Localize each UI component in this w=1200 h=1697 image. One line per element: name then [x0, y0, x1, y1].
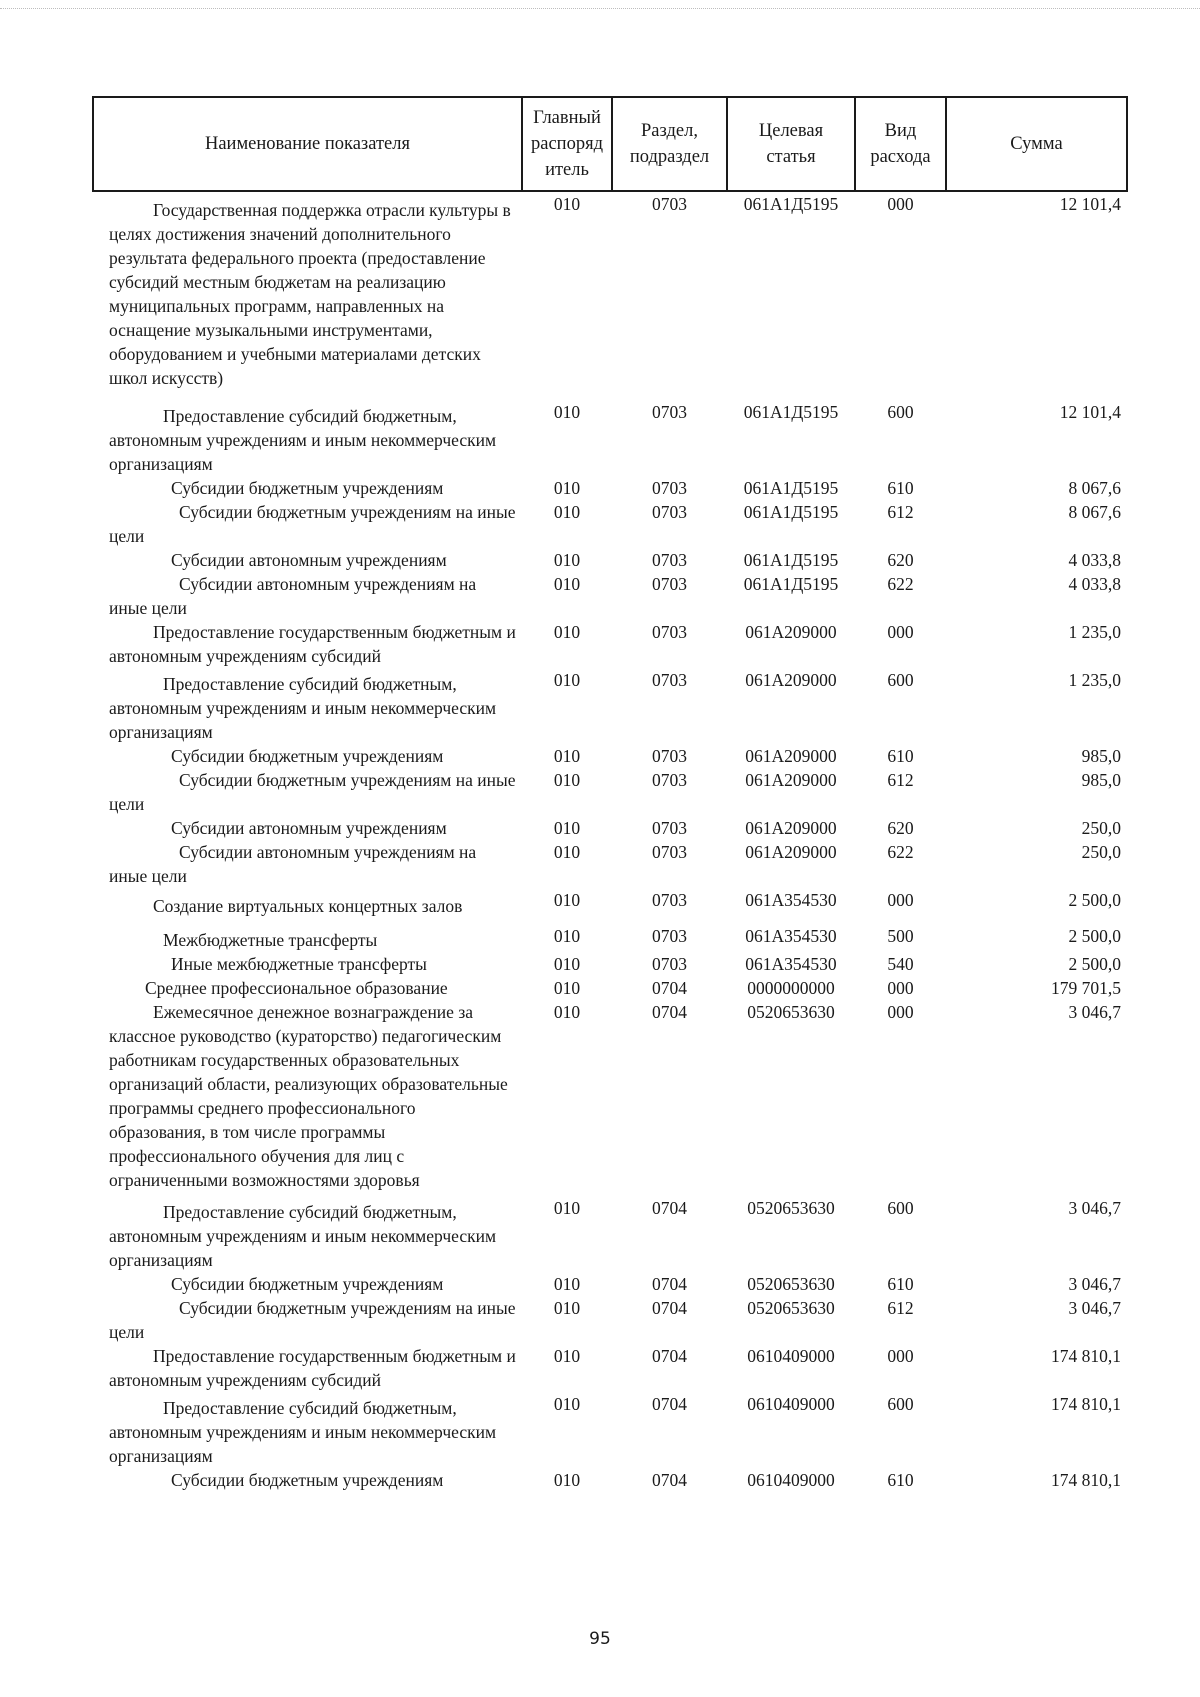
- row-glavny: 010: [553, 478, 581, 498]
- row-vid: 612: [887, 1298, 914, 1318]
- row-vid: 622: [887, 574, 914, 594]
- table-row: [93, 1468, 1127, 1492]
- row-summa: 1 235,0: [1068, 670, 1121, 690]
- row-razdel: 0703: [652, 550, 687, 570]
- row-name: Субсидии бюджетным учреждениям на иные цели: [109, 502, 516, 546]
- row-name: Среднее профессиональное образование: [145, 978, 448, 998]
- table-row: [93, 1272, 1127, 1296]
- row-summa: 3 046,7: [1068, 1002, 1121, 1022]
- row-summa: 2 500,0: [1068, 954, 1121, 974]
- row-summa: 174 810,1: [1051, 1346, 1121, 1366]
- row-tselevaya: 061А1Д5195: [743, 402, 839, 422]
- row-tselevaya: 0520653630: [747, 1198, 835, 1218]
- row-razdel: 0704: [652, 1346, 687, 1366]
- row-name: Предоставление государственным бюджетным и автономным учреждениям субсидий: [109, 1346, 516, 1390]
- row-glavny: 010: [553, 818, 581, 838]
- row-name: Субсидии бюджетным учреждениям: [171, 478, 444, 498]
- table-row: [93, 816, 1127, 840]
- row-glavny: 010: [553, 1002, 581, 1022]
- row-vid: 610: [887, 746, 914, 766]
- row-razdel: 0704: [652, 1198, 687, 1218]
- budget-table: [92, 96, 1128, 1492]
- row-name: Субсидии бюджетным учреждениям: [171, 746, 444, 766]
- row-glavny: 010: [553, 978, 581, 998]
- row-razdel: 0703: [652, 842, 687, 862]
- row-vid: 612: [887, 770, 914, 790]
- row-glavny: 010: [553, 670, 581, 690]
- row-name: Предоставление субсидий бюджетным, автономным учреждениям и иным некоммерческим организациям: [109, 406, 497, 474]
- table-row: [93, 768, 1127, 816]
- row-summa: 250,0: [1081, 818, 1121, 838]
- table-row: [93, 744, 1127, 768]
- table-row: [93, 390, 1127, 476]
- row-razdel: 0704: [652, 978, 687, 998]
- table-row: [93, 191, 1127, 390]
- table-row: [93, 1344, 1127, 1392]
- table-row: [93, 918, 1127, 952]
- row-tselevaya: 061А209000: [745, 770, 837, 790]
- row-razdel: 0704: [652, 1470, 687, 1490]
- row-vid: 000: [887, 1346, 914, 1366]
- row-razdel: 0703: [652, 502, 687, 522]
- row-tselevaya: 061А209000: [745, 622, 837, 642]
- row-summa: 8 067,6: [1068, 502, 1121, 522]
- row-summa: 250,0: [1081, 842, 1121, 862]
- row-razdel: 0703: [652, 954, 687, 974]
- row-summa: 1 235,0: [1068, 622, 1121, 642]
- row-razdel: 0703: [652, 770, 687, 790]
- table-row: [93, 668, 1127, 744]
- row-name: Предоставление субсидий бюджетным, автономным учреждениям и иным некоммерческим организациям: [109, 674, 497, 742]
- row-tselevaya: 061А354530: [745, 926, 837, 946]
- row-name: Субсидии бюджетным учреждениям: [171, 1470, 444, 1490]
- row-glavny: 010: [553, 1198, 581, 1218]
- row-name: Субсидии бюджетным учреждениям: [171, 1274, 444, 1294]
- table-row: [93, 1000, 1127, 1192]
- row-vid: 610: [887, 1470, 914, 1490]
- row-glavny: 010: [553, 954, 581, 974]
- row-vid: 600: [887, 670, 914, 690]
- row-summa: 3 046,7: [1068, 1298, 1121, 1318]
- row-glavny: 010: [553, 770, 581, 790]
- row-razdel: 0703: [652, 478, 687, 498]
- row-vid: 000: [887, 890, 914, 910]
- header-razdel: Раздел, подраздел: [612, 97, 727, 191]
- row-summa: 2 500,0: [1068, 890, 1121, 910]
- row-summa: 3 046,7: [1068, 1274, 1121, 1294]
- page-number: 95: [589, 1629, 611, 1649]
- row-tselevaya: 061А354530: [745, 954, 837, 974]
- table-row: [93, 1296, 1127, 1344]
- table-row: [93, 1192, 1127, 1272]
- row-name: Субсидии бюджетным учреждениям на иные цели: [109, 1298, 516, 1342]
- row-glavny: 010: [553, 574, 581, 594]
- table-row: [93, 840, 1127, 888]
- row-name: Межбюджетные трансферты: [163, 930, 378, 950]
- row-vid: 600: [887, 1198, 914, 1218]
- row-glavny: 010: [553, 622, 581, 642]
- row-name: Предоставление государственным бюджетным и автономным учреждениям субсидий: [109, 622, 516, 666]
- row-tselevaya: 061А209000: [745, 746, 837, 766]
- row-tselevaya: 061А354530: [745, 890, 837, 910]
- row-razdel: 0704: [652, 1274, 687, 1294]
- row-summa: 4 033,8: [1068, 550, 1121, 570]
- table-row: [93, 620, 1127, 668]
- row-razdel: 0703: [652, 574, 687, 594]
- row-vid: 622: [887, 842, 914, 862]
- row-glavny: 010: [553, 1470, 581, 1490]
- row-tselevaya: 061А209000: [745, 670, 837, 690]
- row-glavny: 010: [553, 890, 581, 910]
- row-summa: 985,0: [1081, 770, 1121, 790]
- row-vid: 600: [887, 402, 914, 422]
- row-razdel: 0704: [652, 1394, 687, 1414]
- row-name: Предоставление субсидий бюджетным, автономным учреждениям и иным некоммерческим организациям: [109, 1202, 497, 1270]
- row-vid: 000: [887, 978, 914, 998]
- row-razdel: 0703: [652, 622, 687, 642]
- row-tselevaya: 0610409000: [747, 1346, 835, 1366]
- row-summa: 3 046,7: [1068, 1198, 1121, 1218]
- row-razdel: 0703: [652, 194, 687, 214]
- header-tselevaya: Целевая статья: [727, 97, 855, 191]
- row-glavny: 010: [553, 502, 581, 522]
- row-tselevaya: 061А1Д5195: [743, 478, 839, 498]
- table-row: [93, 952, 1127, 976]
- row-tselevaya: 061А1Д5195: [743, 194, 839, 214]
- table-header: [93, 97, 1127, 191]
- row-name: Предоставление субсидий бюджетным, автономным учреждениям и иным некоммерческим организациям: [109, 1398, 497, 1466]
- row-summa: 8 067,6: [1068, 478, 1121, 498]
- row-summa: 2 500,0: [1068, 926, 1121, 946]
- header-vid: Вид расхода: [855, 97, 946, 191]
- row-name: Субсидии автономным учреждениям на иные цели: [109, 574, 477, 618]
- row-tselevaya: 061А1Д5195: [743, 574, 839, 594]
- row-summa: 4 033,8: [1068, 574, 1121, 594]
- row-glavny: 010: [553, 1346, 581, 1366]
- row-vid: 500: [887, 926, 914, 946]
- row-vid: 610: [887, 478, 914, 498]
- table-row: [93, 500, 1127, 548]
- row-tselevaya: 061А209000: [745, 818, 837, 838]
- header-glavny: Главный распоряд итель: [522, 97, 612, 191]
- scan-edge-line: [0, 8, 1200, 9]
- row-summa: 174 810,1: [1051, 1394, 1121, 1414]
- row-glavny: 010: [553, 550, 581, 570]
- row-glavny: 010: [553, 1298, 581, 1318]
- row-glavny: 010: [553, 746, 581, 766]
- row-vid: 000: [887, 194, 914, 214]
- table-row: [93, 888, 1127, 918]
- row-summa: 179 701,5: [1051, 978, 1121, 998]
- row-name: Субсидии автономным учреждениям: [171, 818, 447, 838]
- row-name: Создание виртуальных концертных залов: [153, 896, 463, 916]
- row-razdel: 0704: [652, 1298, 687, 1318]
- table-row: [93, 476, 1127, 500]
- table-row: [93, 548, 1127, 572]
- row-razdel: 0703: [652, 926, 687, 946]
- row-glavny: 010: [553, 842, 581, 862]
- row-vid: 620: [887, 818, 914, 838]
- row-vid: 612: [887, 502, 914, 522]
- row-name: Субсидии автономным учреждениям на иные цели: [109, 842, 477, 886]
- row-tselevaya: 061А1Д5195: [743, 502, 839, 522]
- row-summa: 12 101,4: [1059, 402, 1121, 422]
- table-row: [93, 976, 1127, 1000]
- row-name: Субсидии автономным учреждениям: [171, 550, 447, 570]
- header-name: Наименование показателя: [93, 97, 522, 191]
- row-razdel: 0703: [652, 670, 687, 690]
- table-row: [93, 572, 1127, 620]
- table-row: [93, 1392, 1127, 1468]
- row-glavny: 010: [553, 194, 581, 214]
- row-razdel: 0703: [652, 890, 687, 910]
- row-glavny: 010: [553, 926, 581, 946]
- row-tselevaya: 061А1Д5195: [743, 550, 839, 570]
- row-razdel: 0703: [652, 818, 687, 838]
- row-glavny: 010: [553, 1394, 581, 1414]
- row-vid: 600: [887, 1394, 914, 1414]
- row-name: Ежемесячное денежное вознаграждение за классное руководство (кураторство) педагогическим работникам государственных образовательных организаций области, реализующих образовательные программы среднего профессионального образования, в том числе программы профессионального обучения для лиц с ограниченными возможностями здоровья: [109, 1002, 508, 1190]
- row-tselevaya: 061А209000: [745, 842, 837, 862]
- row-summa: 985,0: [1081, 746, 1121, 766]
- row-name: Субсидии бюджетным учреждениям на иные цели: [109, 770, 516, 814]
- row-tselevaya: 0520653630: [747, 1298, 835, 1318]
- row-glavny: 010: [553, 1274, 581, 1294]
- row-vid: 000: [887, 1002, 914, 1022]
- table-body: [93, 191, 1127, 1492]
- row-razdel: 0703: [652, 402, 687, 422]
- row-tselevaya: 0520653630: [747, 1274, 835, 1294]
- row-summa: 12 101,4: [1059, 194, 1121, 214]
- row-vid: 000: [887, 622, 914, 642]
- row-name: Иные межбюджетные трансферты: [171, 954, 427, 974]
- row-tselevaya: 0000000000: [747, 978, 835, 998]
- row-vid: 610: [887, 1274, 914, 1294]
- row-tselevaya: 0520653630: [747, 1002, 835, 1022]
- row-tselevaya: 0610409000: [747, 1470, 835, 1490]
- row-razdel: 0704: [652, 1002, 687, 1022]
- row-glavny: 010: [553, 402, 581, 422]
- row-tselevaya: 0610409000: [747, 1394, 835, 1414]
- row-razdel: 0703: [652, 746, 687, 766]
- row-name: Государственная поддержка отрасли культуры в целях достижения значений дополнительного результата федерального проекта (предоставление субсидий местным бюджетам на реализацию муниципальных программ, направленных на оснащение музыкальными инструментами, оборудованием и учебными материалами детских школ искусств): [109, 200, 511, 388]
- row-summa: 174 810,1: [1051, 1470, 1121, 1490]
- header-summa: Сумма: [946, 97, 1127, 191]
- row-vid: 540: [887, 954, 914, 974]
- row-vid: 620: [887, 550, 914, 570]
